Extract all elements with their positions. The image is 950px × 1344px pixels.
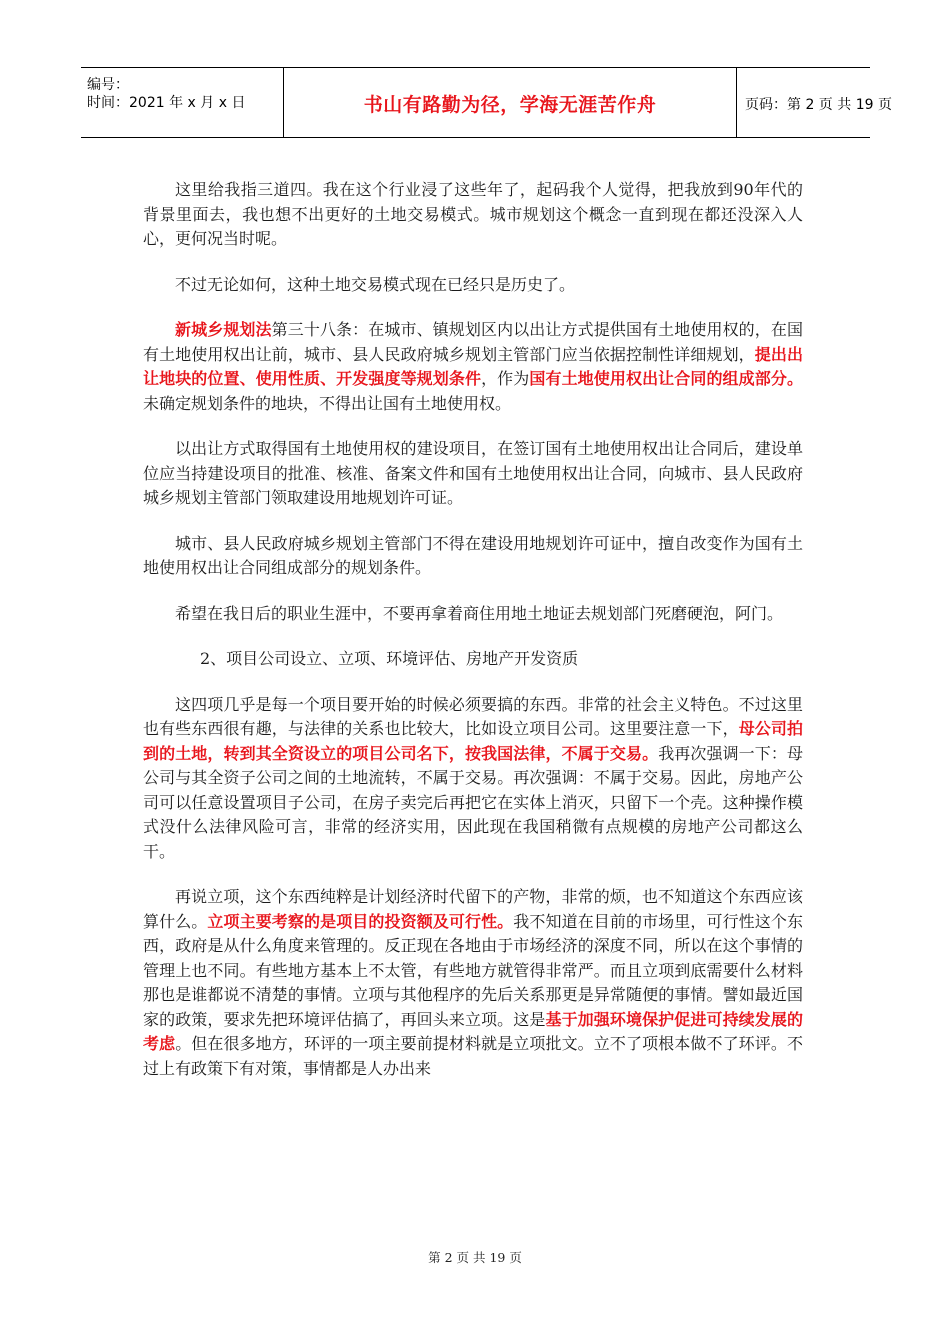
highlighted-text: 母公司拍到的土地，转到其全资设立的项目公司名下，按我国法律，不属于交易。 [143,719,803,763]
body-paragraph [143,532,803,581]
paragraph-text: 我不知道在目前的市场里，可行性这个东西，政府是从什么角度来管理的。反正现在各地由于市场经济的深度不同，所以在这个事情的管理上也不同。有些地方基本上不太管，有些地方就管得非常严。而且立项到底需要什么材料那也是谁都说不清楚的事情。立项与其他程序的先后关系那更是异常随便的事情。譬如最近国家的政策，要求先把环境评估搞了，再回头来立项。这是 [143,911,803,1029]
paragraph-text: 我再次强调一下：母公司与其全资子公司之间的土地流转，不属于交易。再次强调：不属于交易。因此，房地产公司可以任意设置项目子公司，在房子卖完后再把它在实体上消灭，只留下一个壳。这种操作模式没什么法律风险可言，非常的经济实用，因此现在我国稍微有点规模的房地产公司都这么干。 [143,743,803,861]
section-heading [143,647,803,672]
body-paragraph [143,318,803,416]
paragraph-text: 第三十八条：在城市、镇规划区内以出让方式提供国有土地使用权的，在国有土地使用权出让前，城市、县人民政府城乡规划主管部门应当依据控制性详细规划， [143,320,803,364]
page-header [81,67,892,138]
paragraph-text: 2、项目公司设立、立项、环境评估、房地产开发资质 [200,649,579,668]
header-motto: 书山有路勤为径，学海无涯苦作舟 [363,94,657,116]
paragraph-text: 这四项几乎是每一个项目要开始的时候必须要搞的东西。非常的社会主义特色。不过这里也有些东西很有趣，与法律的关系也比较大，比如设立项目公司。这里要注意一下， [143,694,803,738]
document-time-label: 时间：2021 年 x 月 x 日 [87,95,246,111]
body-paragraph [143,437,803,511]
header-page-cell [737,68,892,137]
paragraph-text: 城市、县人民政府城乡规划主管部门不得在建设用地规划许可证中，擅自改变作为国有土地使用权出让合同组成部分的规划条件。 [143,533,803,577]
body-paragraph [143,178,803,252]
paragraph-text: 。但在很多地方，环评的一项主要前提材料就是立项批文。立不了项根本做不了环评。不过上有政策下有对策，事情都是人办出来 [143,1034,803,1078]
highlighted-text: 立项主要考察的是项目的投资额及可行性。 [207,911,514,931]
highlighted-text: 基于加强环境保护促进可持续发展的考虑 [143,1009,803,1053]
paragraph-text: 不过无论如何，这种土地交易模式现在已经只是历史了。 [175,274,576,294]
header-info-cell [81,68,284,137]
paragraph-text: 希望在我日后的职业生涯中，不要再拿着商住用地土地证去规划部门死磨硬泡，阿门。 [175,603,784,623]
header-page-number: 页码：第 2 页 共 19 页 [745,97,892,113]
highlighted-text: 提出出让地块的位置、使用性质、开发强度等规划条件 [143,344,803,388]
document-body [143,178,803,1102]
highlighted-text: 国有土地使用权出让合同的组成部分。 [529,369,803,388]
page-footer: 第 2 页 共 19 页 [428,1250,522,1265]
body-paragraph [143,273,803,298]
paragraph-text: 以出让方式取得国有土地使用权的建设项目，在签订国有土地使用权出让合同后，建设单位应当持建设项目的批准、核准、备案文件和国有土地使用权出让合同，向城市、县人民政府城乡规划主管部门领取建设用地规划许可证。 [143,439,803,507]
highlighted-text: 新城乡规划法 [175,320,272,339]
body-paragraph [143,885,803,1081]
paragraph-text: 未确定规划条件的地块，不得出让国有土地使用权。 [143,393,512,413]
paragraph-text: ，作为 [481,369,530,388]
document-number-label: 编号： [87,77,129,93]
paragraph-text: 再说立项，这个东西纯粹是计划经济时代留下的产物，非常的烦，也不知道这个东西应该算什么。 [143,887,803,931]
body-paragraph [143,693,803,865]
header-motto-cell [284,68,737,137]
body-paragraph [143,602,803,627]
paragraph-text: 这里给我指三道四。我在这个行业浸了这些年了，起码我个人觉得，把我放到90年代的背景里面去，我也想不出更好的土地交易模式。城市规划这个概念一直到现在都还没深入人心，更何况当时呢。 [143,180,803,248]
